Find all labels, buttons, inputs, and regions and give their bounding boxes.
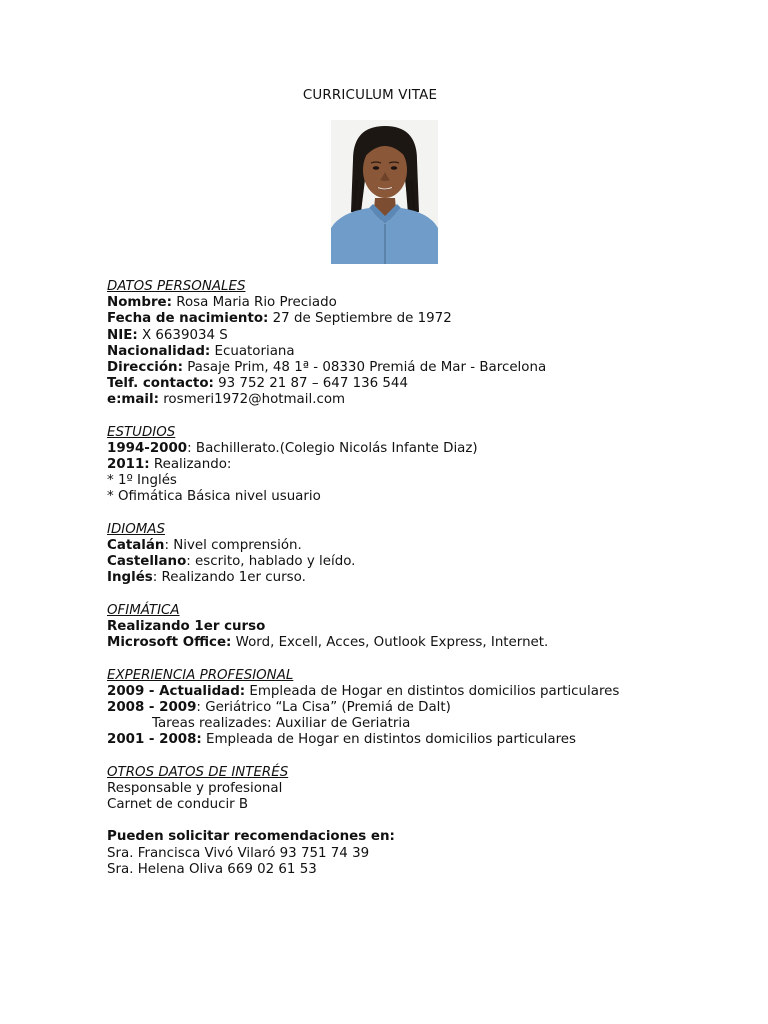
field-label: Castellano — [107, 554, 187, 570]
section-heading-other: OTROS DATOS DE INTERÉS — [107, 764, 289, 780]
section-heading-languages: IDIOMAS — [107, 521, 165, 537]
field-value: Word, Excell, Acces, Outlook Express, Internet. — [231, 635, 549, 651]
field-label: e:mail: — [107, 392, 159, 408]
field-value: : escrito, hablado y leído. — [186, 554, 356, 570]
field-label: Dirección: — [107, 359, 183, 375]
experience-row — [107, 700, 747, 716]
studies-item: * Ofimática Básica nivel usuario — [107, 489, 321, 505]
studies-item: * 1º Inglés — [107, 473, 177, 489]
section-heading-studies: ESTUDIOS — [107, 424, 176, 440]
experience-row — [107, 732, 747, 748]
reference-item: Sra. Francisca Vivó Vilaró 93 751 74 39 — [107, 845, 370, 861]
field-value: Rosa Maria Rio Preciado — [172, 295, 337, 311]
field-value: Ecuatoriana — [210, 343, 295, 359]
portrait-image — [331, 120, 438, 264]
field-value: : Bachillerato.(Colegio Nicolás Infante Diaz) — [187, 440, 478, 456]
field-label: 2001 - 2008: — [107, 732, 202, 748]
field-label: Catalán — [107, 538, 165, 553]
personal-row-address — [107, 360, 747, 376]
language-row — [107, 570, 747, 586]
field-label: Nombre: — [107, 295, 172, 311]
field-value: Pasaje Prim, 48 1ª - 08330 Premiá de Mar - Barcelona — [182, 359, 547, 375]
field-label: 2011: — [107, 457, 150, 473]
personal-row-phone — [107, 376, 747, 392]
field-label: Nacionalidad: — [107, 343, 211, 359]
field-value: rosmeri1972@hotmail.com — [158, 392, 346, 408]
office-course: Realizando 1er curso — [107, 618, 266, 634]
field-value: Empleada de Hogar en distintos domicilios particulares — [201, 732, 576, 748]
field-value: Realizando: — [149, 457, 232, 473]
personal-row-birthdate — [107, 311, 747, 327]
field-value: : Realizando 1er curso. — [152, 570, 306, 586]
office-row — [107, 635, 747, 651]
field-label: Inglés — [107, 570, 153, 586]
field-value: : Geriátrico “La Cisa” (Premiá de Dalt) — [196, 699, 451, 715]
field-label: Fecha de nacimiento: — [107, 311, 269, 327]
field-label: 1994-2000 — [107, 440, 188, 456]
section-heading-experience: EXPERIENCIA PROFESIONAL — [107, 667, 294, 683]
field-label: Microsoft Office: — [107, 635, 232, 651]
personal-row-name — [107, 295, 747, 311]
field-value: 27 de Septiembre de 1972 — [268, 311, 452, 327]
section-heading-office: OFIMÁTICA — [107, 602, 180, 618]
cv-content — [107, 279, 747, 878]
field-label: 2008 - 2009 — [107, 699, 197, 715]
field-value: X 6639034 S — [137, 327, 228, 343]
field-label: NIE: — [107, 327, 138, 343]
document-title: CURRICULUM VITAE — [302, 88, 438, 103]
studies-row — [107, 457, 747, 473]
field-label: 2009 - Actualidad: — [107, 683, 246, 699]
personal-row-email — [107, 392, 747, 408]
field-value: 93 752 21 87 – 647 136 544 — [213, 376, 408, 392]
language-row — [107, 554, 747, 570]
other-item: Carnet de conducir B — [107, 797, 249, 812]
experience-row — [107, 684, 747, 700]
field-value: : Nivel comprensión. — [164, 538, 302, 553]
profile-photo — [331, 120, 438, 264]
language-row — [107, 538, 747, 554]
personal-row-nie — [107, 328, 747, 344]
personal-row-nationality — [107, 344, 747, 360]
studies-row — [107, 441, 747, 457]
field-label: Telf. contacto: — [107, 376, 214, 392]
other-item: Responsable y profesional — [107, 780, 283, 796]
reference-item: Sra. Helena Oliva 669 02 61 53 — [107, 861, 317, 877]
references-heading: Pueden solicitar recomendaciones en: — [107, 829, 395, 845]
field-value: Empleada de Hogar en distintos domicilios particulares — [245, 683, 620, 699]
section-heading-personal: DATOS PERSONALES — [107, 279, 246, 294]
experience-detail: Tareas realizades: Auxiliar de Geriatria — [152, 716, 411, 732]
